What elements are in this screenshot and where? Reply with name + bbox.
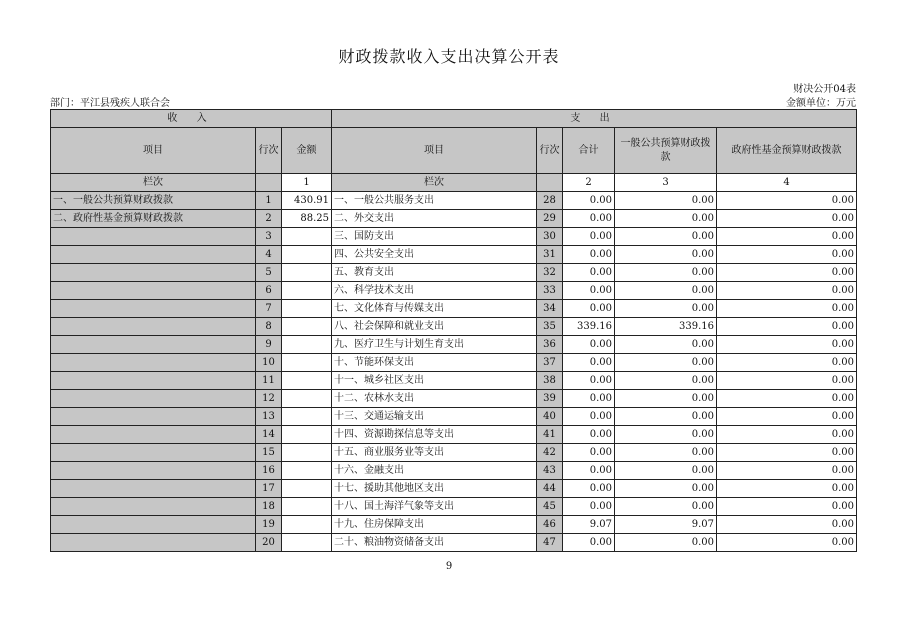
page-number: 9 bbox=[445, 561, 453, 572]
expense-line-no-cell: 38 bbox=[537, 372, 563, 390]
general-budget-amount-cell: 339.16 bbox=[615, 318, 717, 336]
table-row bbox=[51, 264, 857, 282]
header-row-top bbox=[51, 110, 857, 128]
income-amount-cell bbox=[282, 300, 332, 318]
expense-item-cell: 十八、国土海洋气象等支出 bbox=[332, 498, 537, 516]
expense-lanci-blank bbox=[537, 174, 563, 192]
fund-budget-amount-cell: 0.00 bbox=[717, 282, 857, 300]
income-amount-cell bbox=[282, 408, 332, 426]
income-amount-cell bbox=[282, 372, 332, 390]
expense-line-no-cell: 47 bbox=[537, 534, 563, 552]
column-index-row bbox=[51, 174, 857, 192]
income-line-no-cell: 13 bbox=[256, 408, 282, 426]
total-amount-cell: 0.00 bbox=[563, 228, 615, 246]
income-item-cell bbox=[51, 336, 256, 354]
total-amount-cell: 0.00 bbox=[563, 372, 615, 390]
total-amount-cell: 0.00 bbox=[563, 192, 615, 210]
income-item-header: 项目 bbox=[51, 128, 256, 174]
general-budget-amount-cell: 0.00 bbox=[615, 210, 717, 228]
general-budget-amount-cell: 0.00 bbox=[615, 444, 717, 462]
income-line-no-cell: 12 bbox=[256, 390, 282, 408]
income-item-cell bbox=[51, 318, 256, 336]
total-header: 合计 bbox=[563, 128, 615, 174]
income-lanci: 栏次 bbox=[51, 174, 256, 192]
expense-line-no-cell: 41 bbox=[537, 426, 563, 444]
income-amount-cell bbox=[282, 516, 332, 534]
income-item-cell bbox=[51, 480, 256, 498]
expense-line-no-cell: 37 bbox=[537, 354, 563, 372]
expense-item-cell: 六、科学技术支出 bbox=[332, 282, 537, 300]
income-item-cell bbox=[51, 372, 256, 390]
expense-line-no-cell: 28 bbox=[537, 192, 563, 210]
general-budget-amount-cell: 0.00 bbox=[615, 264, 717, 282]
fund-budget-amount-cell: 0.00 bbox=[717, 210, 857, 228]
income-line-no-cell: 2 bbox=[256, 210, 282, 228]
fund-budget-amount-cell: 0.00 bbox=[717, 246, 857, 264]
income-line-no-cell: 7 bbox=[256, 300, 282, 318]
table-row bbox=[51, 480, 857, 498]
general-budget-amount-cell: 0.00 bbox=[615, 408, 717, 426]
expense-item-cell: 八、社会保障和就业支出 bbox=[332, 318, 537, 336]
income-amount-cell bbox=[282, 480, 332, 498]
income-line-no-cell: 8 bbox=[256, 318, 282, 336]
expense-item-cell: 九、医疗卫生与计划生育支出 bbox=[332, 336, 537, 354]
fund-budget-amount-cell: 0.00 bbox=[717, 336, 857, 354]
table-row bbox=[51, 498, 857, 516]
expense-item-cell: 七、文化体育与传媒支出 bbox=[332, 300, 537, 318]
expense-item-cell: 十九、住房保障支出 bbox=[332, 516, 537, 534]
fund-budget-amount-cell: 0.00 bbox=[717, 390, 857, 408]
expense-line-no-cell: 31 bbox=[537, 246, 563, 264]
income-amount-cell bbox=[282, 264, 332, 282]
fund-budget-amount-cell: 0.00 bbox=[717, 462, 857, 480]
unit-label: 金额单位：万元 bbox=[786, 98, 856, 109]
expense-item-cell: 十一、城乡社区支出 bbox=[332, 372, 537, 390]
table-row bbox=[51, 354, 857, 372]
income-amount-cell bbox=[282, 354, 332, 372]
expense-item-cell: 十四、资源勘探信息等支出 bbox=[332, 426, 537, 444]
income-amount-cell bbox=[282, 336, 332, 354]
fund-budget-amount-cell: 0.00 bbox=[717, 516, 857, 534]
income-line-no-cell: 18 bbox=[256, 498, 282, 516]
expense-item-cell: 十二、农林水支出 bbox=[332, 390, 537, 408]
fund-budget-amount-cell: 0.00 bbox=[717, 372, 857, 390]
income-item-cell bbox=[51, 390, 256, 408]
expense-line-no-cell: 35 bbox=[537, 318, 563, 336]
income-item-cell bbox=[51, 264, 256, 282]
general-budget-amount-cell: 0.00 bbox=[615, 282, 717, 300]
income-amount-cell bbox=[282, 534, 332, 552]
expense-line-no-cell: 39 bbox=[537, 390, 563, 408]
budget-table bbox=[50, 109, 857, 552]
income-item-cell bbox=[51, 444, 256, 462]
expense-line-no-header: 行次 bbox=[537, 128, 563, 174]
income-amount-cell bbox=[282, 426, 332, 444]
total-amount-cell: 0.00 bbox=[563, 210, 615, 228]
expense-item-header: 项目 bbox=[332, 128, 537, 174]
table-row bbox=[51, 390, 857, 408]
table-row bbox=[51, 534, 857, 552]
expense-line-no-cell: 42 bbox=[537, 444, 563, 462]
expense-item-cell: 三、国防支出 bbox=[332, 228, 537, 246]
table-row bbox=[51, 318, 857, 336]
general-budget-amount-cell: 0.00 bbox=[615, 426, 717, 444]
income-line-no-cell: 10 bbox=[256, 354, 282, 372]
income-item-cell: 二、政府性基金预算财政拨款 bbox=[51, 210, 256, 228]
income-line-no-header: 行次 bbox=[256, 128, 282, 174]
income-item-cell: 一、一般公共预算财政拨款 bbox=[51, 192, 256, 210]
income-item-cell bbox=[51, 408, 256, 426]
table-row bbox=[51, 210, 857, 228]
expense-item-cell: 十六、金融支出 bbox=[332, 462, 537, 480]
general-budget-amount-cell: 0.00 bbox=[615, 228, 717, 246]
table-row bbox=[51, 408, 857, 426]
fund-budget-amount-cell: 0.00 bbox=[717, 426, 857, 444]
income-line-no-cell: 9 bbox=[256, 336, 282, 354]
total-amount-cell: 0.00 bbox=[563, 498, 615, 516]
income-amount-cell bbox=[282, 390, 332, 408]
income-line-no-cell: 5 bbox=[256, 264, 282, 282]
general-budget-amount-cell: 0.00 bbox=[615, 390, 717, 408]
income-header: 收 入 bbox=[51, 110, 332, 128]
income-item-cell bbox=[51, 516, 256, 534]
income-item-cell bbox=[51, 354, 256, 372]
expense-line-no-cell: 32 bbox=[537, 264, 563, 282]
expense-item-cell: 十五、商业服务业等支出 bbox=[332, 444, 537, 462]
total-amount-cell: 0.00 bbox=[563, 246, 615, 264]
fund-budget-amount-cell: 0.00 bbox=[717, 498, 857, 516]
income-item-cell bbox=[51, 300, 256, 318]
table-row bbox=[51, 516, 857, 534]
general-budget-amount-cell: 0.00 bbox=[615, 372, 717, 390]
expense-item-cell: 四、公共安全支出 bbox=[332, 246, 537, 264]
income-item-cell bbox=[51, 282, 256, 300]
general-budget-amount-cell: 0.00 bbox=[615, 192, 717, 210]
total-amount-cell: 0.00 bbox=[563, 480, 615, 498]
income-amount-cell bbox=[282, 246, 332, 264]
income-amount-header: 金额 bbox=[282, 128, 332, 174]
column-index-1: 1 bbox=[282, 174, 332, 192]
fund-budget-amount-cell: 0.00 bbox=[717, 192, 857, 210]
fund-budget-amount-cell: 0.00 bbox=[717, 264, 857, 282]
income-line-no-cell: 19 bbox=[256, 516, 282, 534]
general-budget-header: 一般公共预算财政拨款 bbox=[615, 128, 717, 174]
general-budget-amount-cell: 0.00 bbox=[615, 534, 717, 552]
fund-budget-amount-cell: 0.00 bbox=[717, 354, 857, 372]
income-item-cell bbox=[51, 426, 256, 444]
total-amount-cell: 0.00 bbox=[563, 336, 615, 354]
expense-lanci: 栏次 bbox=[332, 174, 537, 192]
column-index-2: 2 bbox=[563, 174, 615, 192]
fund-budget-header: 政府性基金预算财政拨款 bbox=[717, 128, 857, 174]
table-row bbox=[51, 228, 857, 246]
expense-line-no-cell: 43 bbox=[537, 462, 563, 480]
total-amount-cell: 0.00 bbox=[563, 264, 615, 282]
page-title: 财政拨款收入支出决算公开表 bbox=[338, 47, 560, 66]
total-amount-cell: 0.00 bbox=[563, 534, 615, 552]
expense-item-cell: 一、一般公共服务支出 bbox=[332, 192, 537, 210]
expense-item-cell: 五、教育支出 bbox=[332, 264, 537, 282]
expense-item-cell: 二、外交支出 bbox=[332, 210, 537, 228]
income-line-no-cell: 3 bbox=[256, 228, 282, 246]
fund-budget-amount-cell: 0.00 bbox=[717, 318, 857, 336]
total-amount-cell: 0.00 bbox=[563, 390, 615, 408]
income-line-no-cell: 17 bbox=[256, 480, 282, 498]
total-amount-cell: 0.00 bbox=[563, 282, 615, 300]
income-line-no-cell: 6 bbox=[256, 282, 282, 300]
table-row bbox=[51, 300, 857, 318]
general-budget-amount-cell: 0.00 bbox=[615, 246, 717, 264]
expense-line-no-cell: 44 bbox=[537, 480, 563, 498]
income-item-cell bbox=[51, 498, 256, 516]
general-budget-amount-cell: 0.00 bbox=[615, 462, 717, 480]
income-line-no-cell: 15 bbox=[256, 444, 282, 462]
income-amount-cell bbox=[282, 228, 332, 246]
expense-line-no-cell: 36 bbox=[537, 336, 563, 354]
income-amount-cell bbox=[282, 282, 332, 300]
expense-line-no-cell: 45 bbox=[537, 498, 563, 516]
general-budget-amount-cell: 0.00 bbox=[615, 336, 717, 354]
fund-budget-amount-cell: 0.00 bbox=[717, 408, 857, 426]
general-budget-amount-cell: 9.07 bbox=[615, 516, 717, 534]
fund-budget-amount-cell: 0.00 bbox=[717, 480, 857, 498]
column-index-4: 4 bbox=[717, 174, 857, 192]
total-amount-cell: 0.00 bbox=[563, 408, 615, 426]
department-label: 部门：平江县残疾人联合会 bbox=[50, 98, 170, 109]
fund-budget-amount-cell: 0.00 bbox=[717, 444, 857, 462]
general-budget-amount-cell: 0.00 bbox=[615, 498, 717, 516]
total-amount-cell: 0.00 bbox=[563, 462, 615, 480]
income-item-cell bbox=[51, 462, 256, 480]
income-item-cell bbox=[51, 534, 256, 552]
fund-budget-amount-cell: 0.00 bbox=[717, 300, 857, 318]
income-line-no-cell: 20 bbox=[256, 534, 282, 552]
total-amount-cell: 0.00 bbox=[563, 354, 615, 372]
income-item-cell bbox=[51, 228, 256, 246]
general-budget-amount-cell: 0.00 bbox=[615, 480, 717, 498]
expense-item-cell: 十三、交通运输支出 bbox=[332, 408, 537, 426]
total-amount-cell: 339.16 bbox=[563, 318, 615, 336]
total-amount-cell: 0.00 bbox=[563, 300, 615, 318]
table-row bbox=[51, 192, 857, 210]
income-amount-cell: 430.91 bbox=[282, 192, 332, 210]
total-amount-cell: 0.00 bbox=[563, 426, 615, 444]
expense-line-no-cell: 29 bbox=[537, 210, 563, 228]
income-line-no-cell: 11 bbox=[256, 372, 282, 390]
income-amount-cell bbox=[282, 318, 332, 336]
table-row bbox=[51, 426, 857, 444]
income-amount-cell bbox=[282, 462, 332, 480]
expense-line-no-cell: 46 bbox=[537, 516, 563, 534]
expense-item-cell: 十七、援助其他地区支出 bbox=[332, 480, 537, 498]
form-number: 财决公开04表 bbox=[793, 84, 856, 95]
table-row bbox=[51, 336, 857, 354]
total-amount-cell: 0.00 bbox=[563, 444, 615, 462]
table-row bbox=[51, 462, 857, 480]
expense-line-no-cell: 40 bbox=[537, 408, 563, 426]
expense-line-no-cell: 33 bbox=[537, 282, 563, 300]
income-lanci-blank bbox=[256, 174, 282, 192]
expense-item-cell: 二十、粮油物资储备支出 bbox=[332, 534, 537, 552]
header-row-columns bbox=[51, 128, 857, 174]
income-amount-cell: 88.25 bbox=[282, 210, 332, 228]
table-row bbox=[51, 282, 857, 300]
income-item-cell bbox=[51, 246, 256, 264]
expense-line-no-cell: 34 bbox=[537, 300, 563, 318]
column-index-3: 3 bbox=[615, 174, 717, 192]
total-amount-cell: 9.07 bbox=[563, 516, 615, 534]
general-budget-amount-cell: 0.00 bbox=[615, 300, 717, 318]
income-line-no-cell: 4 bbox=[256, 246, 282, 264]
table-row bbox=[51, 444, 857, 462]
fund-budget-amount-cell: 0.00 bbox=[717, 228, 857, 246]
table-row bbox=[51, 372, 857, 390]
expense-item-cell: 十、节能环保支出 bbox=[332, 354, 537, 372]
general-budget-amount-cell: 0.00 bbox=[615, 354, 717, 372]
expense-line-no-cell: 30 bbox=[537, 228, 563, 246]
income-line-no-cell: 1 bbox=[256, 192, 282, 210]
income-line-no-cell: 14 bbox=[256, 426, 282, 444]
income-amount-cell bbox=[282, 498, 332, 516]
fund-budget-amount-cell: 0.00 bbox=[717, 534, 857, 552]
income-amount-cell bbox=[282, 444, 332, 462]
expense-header: 支 出 bbox=[332, 110, 857, 128]
table-row bbox=[51, 246, 857, 264]
income-line-no-cell: 16 bbox=[256, 462, 282, 480]
